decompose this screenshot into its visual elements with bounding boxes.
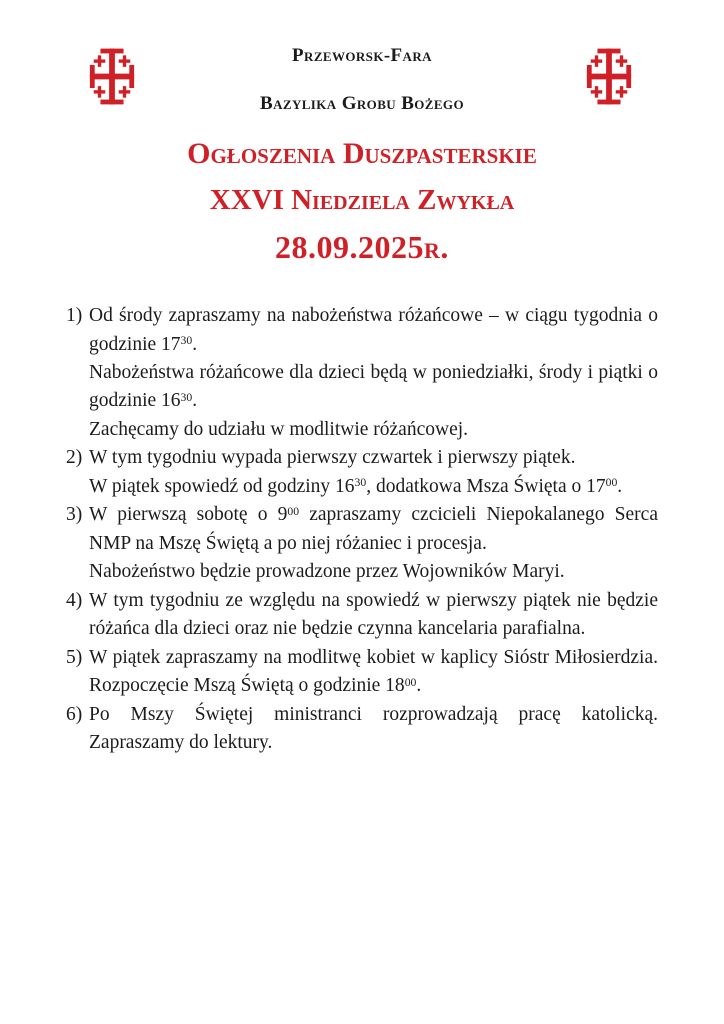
item-number: 3) <box>66 504 83 526</box>
announcement-item <box>66 644 658 701</box>
basilica-name: Bazylika Grobu Bożego <box>260 93 464 114</box>
announcement-item <box>66 501 658 586</box>
announcement-item <box>66 587 658 644</box>
time-superscript: 00 <box>287 504 300 518</box>
item-text <box>89 302 658 444</box>
item-paragraph: W tym tygodniu wypada pierwszy czwartek i pierwszy piątek. <box>89 447 576 469</box>
item-number: 1) <box>66 305 83 327</box>
jerusalem-cross-icon <box>87 45 137 108</box>
parish-name: Przeworsk-Fara <box>292 45 432 66</box>
time-superscript: 30 <box>354 476 367 490</box>
item-text <box>89 587 658 644</box>
time-superscript: 00 <box>605 476 618 490</box>
item-paragraph: W piątek zapraszamy na modlitwę kobiet w kaplicy Sióstr Miłosierdzia. Rozpoczęcie Mszą Świętą o godzinie $18^{00}$. <box>89 646 658 697</box>
time-superscript: 30 <box>180 333 193 347</box>
announcement-item <box>66 444 658 501</box>
item-number: 2) <box>66 447 83 469</box>
item-text <box>89 444 658 501</box>
item-paragraph: Po Mszy Świętej ministranci rozprowadzają pracę katolicką. Zapraszamy do lektury. <box>89 703 658 754</box>
title-block <box>0 137 724 265</box>
announcement-item <box>66 302 658 444</box>
item-paragraph: Zachęcamy do udziału w modlitwie różańcowej. <box>89 418 469 440</box>
item-paragraph: W pierwszą sobotę o $9^{00}$ zapraszamy czcicieli Niepokalanego Serca NMP na Mszę Świętą a po niej różaniec i procesja. <box>89 504 658 554</box>
announcements-title: Ogłoszenia Duszpasterskie <box>187 137 537 170</box>
time-superscript: 00 <box>404 675 417 689</box>
sunday-title: XXVI Niedziela Zwykła <box>209 184 515 216</box>
item-text <box>89 501 658 586</box>
time-superscript: 30 <box>180 390 193 404</box>
jerusalem-cross-icon <box>584 45 634 108</box>
announcement-item <box>66 701 658 758</box>
item-number: 4) <box>66 589 83 611</box>
item-paragraph: Od środy zapraszamy na nabożeństwa różańcowe – w ciągu tygodnia o godzinie $17^{30}$. <box>89 305 658 355</box>
item-text <box>89 644 658 701</box>
item-number: 5) <box>66 646 83 668</box>
item-paragraph: Nabożeństwo będzie prowadzone przez Wojowników Maryi. <box>89 561 565 583</box>
announcement-list <box>0 302 724 758</box>
item-number: 6) <box>66 703 83 725</box>
item-paragraph: W piątek spowiedź od godziny $16^{30}$, dodatkowa Msza Święta o $17^{00}$. <box>89 475 623 497</box>
item-paragraph: W tym tygodniu ze względu na spowiedź w pierwszy piątek nie będzie różańca dla dzieci oraz nie będzie czynna kancelaria parafialna. <box>89 589 658 640</box>
item-paragraph: Nabożeństwa różańcowe dla dzieci będą w poniedziałki, środy i piątki o godzinie $16^{30}$. <box>89 362 658 412</box>
date-title: 28.09.2025r. <box>275 228 449 265</box>
item-text <box>89 701 658 758</box>
